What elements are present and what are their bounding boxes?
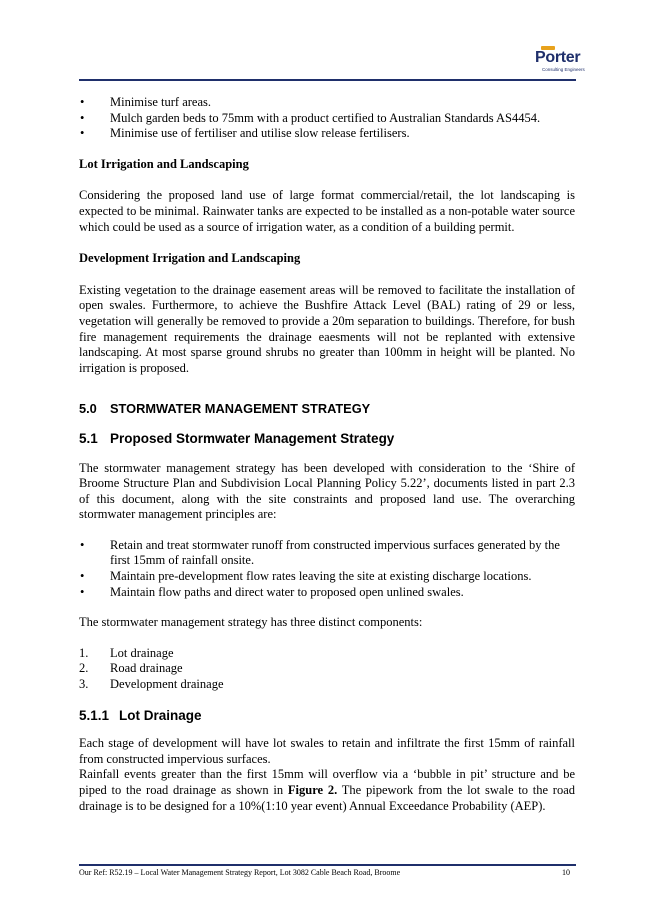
page-number: 10 bbox=[562, 868, 570, 877]
list-item: • Mulch garden beds to 75mm with a product certified to Australian Standards AS4454. bbox=[80, 110, 541, 125]
list-item: 3. Development drainage bbox=[79, 677, 224, 692]
page-content bbox=[79, 95, 575, 814]
section-5-1-intro: The stormwater management strategy has been developed with consideration to the ‘Shire of Broome Structure Plan and Subdivision Local Planning Policy 5.22’, documents listed in part 2.3 of this document, along with the site constraints and proposed land use. The overarching stormwater management principles are: bbox=[79, 460, 575, 522]
bullet-icon: • bbox=[80, 569, 85, 584]
bullet-icon: • bbox=[80, 110, 85, 125]
top-bullet-list bbox=[79, 95, 575, 142]
list-item: 2. Road drainage bbox=[79, 661, 183, 676]
bullet-icon: • bbox=[80, 95, 85, 109]
section-5-heading: 5.0 STORMWATER MANAGEMENT STRATEGY bbox=[79, 401, 371, 417]
list-item: 1. Lot drainage bbox=[79, 645, 174, 660]
logo-text: Porter bbox=[535, 49, 581, 66]
figure-reference: Figure 2. bbox=[287, 783, 338, 797]
lot-drainage-para-2: Rainfall events greater than the first 15mm will overflow via a ‘bubble in pit’ structure and be piped to the road drainage as shown in Figure 2. The pipework from the lot swale to the road drainage is to be designed for a 10%(1:10 year event) Annual Exceedance Probability (AEP). bbox=[79, 767, 575, 813]
list-item: • Maintain flow paths and direct water to proposed open unlined swales. bbox=[80, 584, 464, 599]
components-intro: The stormwater management strategy has three distinct components: bbox=[79, 615, 423, 630]
lot-irrigation-heading: Lot Irrigation and Landscaping bbox=[79, 156, 249, 171]
list-item: • Minimise turf areas. bbox=[80, 95, 212, 109]
list-item: • Minimise use of fertiliser and utilise slow release fertilisers. bbox=[80, 126, 410, 141]
dev-irrigation-heading: Development Irrigation and Landscaping bbox=[79, 251, 301, 266]
bullet-icon: • bbox=[80, 537, 85, 552]
list-item: • Maintain pre-development flow rates leaving the site at existing discharge locations. bbox=[80, 569, 532, 584]
dev-irrigation-body: Existing vegetation to the drainage easement areas will be removed to facilitate the installation of open swales. Furthermore, to achieve the Bushfire Attack Level (BAL) rating of 29 or less, vegetation will generally be removed to provide a 20m separation to buildings. Therefore, for bush fire management requirements the drainage eaesments will not be replanted with extensive landscaping. At most sparse ground shrubs no greater than 100mm in height will be planted. No irrigation is proposed. bbox=[79, 282, 575, 375]
footer-reference: Our Ref: R52.19 – Local Water Management Strategy Report, Lot 3082 Cable Beach Road, Broome bbox=[79, 868, 401, 877]
bullet-icon: • bbox=[80, 584, 85, 599]
porter-logo bbox=[532, 46, 586, 76]
lot-drainage-para-1: Each stage of development will have lot swales to retain and infiltrate the first 15mm of rainfall from constructed impervious surfaces. bbox=[79, 736, 575, 766]
logo-subtext: Consulting Engineers bbox=[542, 67, 585, 72]
principles-list bbox=[79, 538, 575, 600]
lot-irrigation-body: Considering the proposed land use of large format commercial/retail, the lot landscaping is expected to be minimal. Rainwater tanks are expected to be installed as a non-potable water source which could be used as a source of irrigation water, as a condition of a building permit. bbox=[79, 188, 575, 234]
section-5-1-1-heading: 5.1.1 Lot Drainage bbox=[79, 707, 202, 723]
section-5-1-heading: 5.1 Proposed Stormwater Management Strategy bbox=[79, 430, 395, 446]
components-list bbox=[79, 646, 575, 693]
bullet-icon: • bbox=[80, 126, 85, 141]
footer-rule bbox=[79, 864, 576, 866]
header-rule bbox=[79, 79, 576, 81]
list-item: • Retain and treat stormwater runoff from constructed impervious surfaces generated by the first 15mm of rainfall onsite. bbox=[80, 537, 560, 568]
